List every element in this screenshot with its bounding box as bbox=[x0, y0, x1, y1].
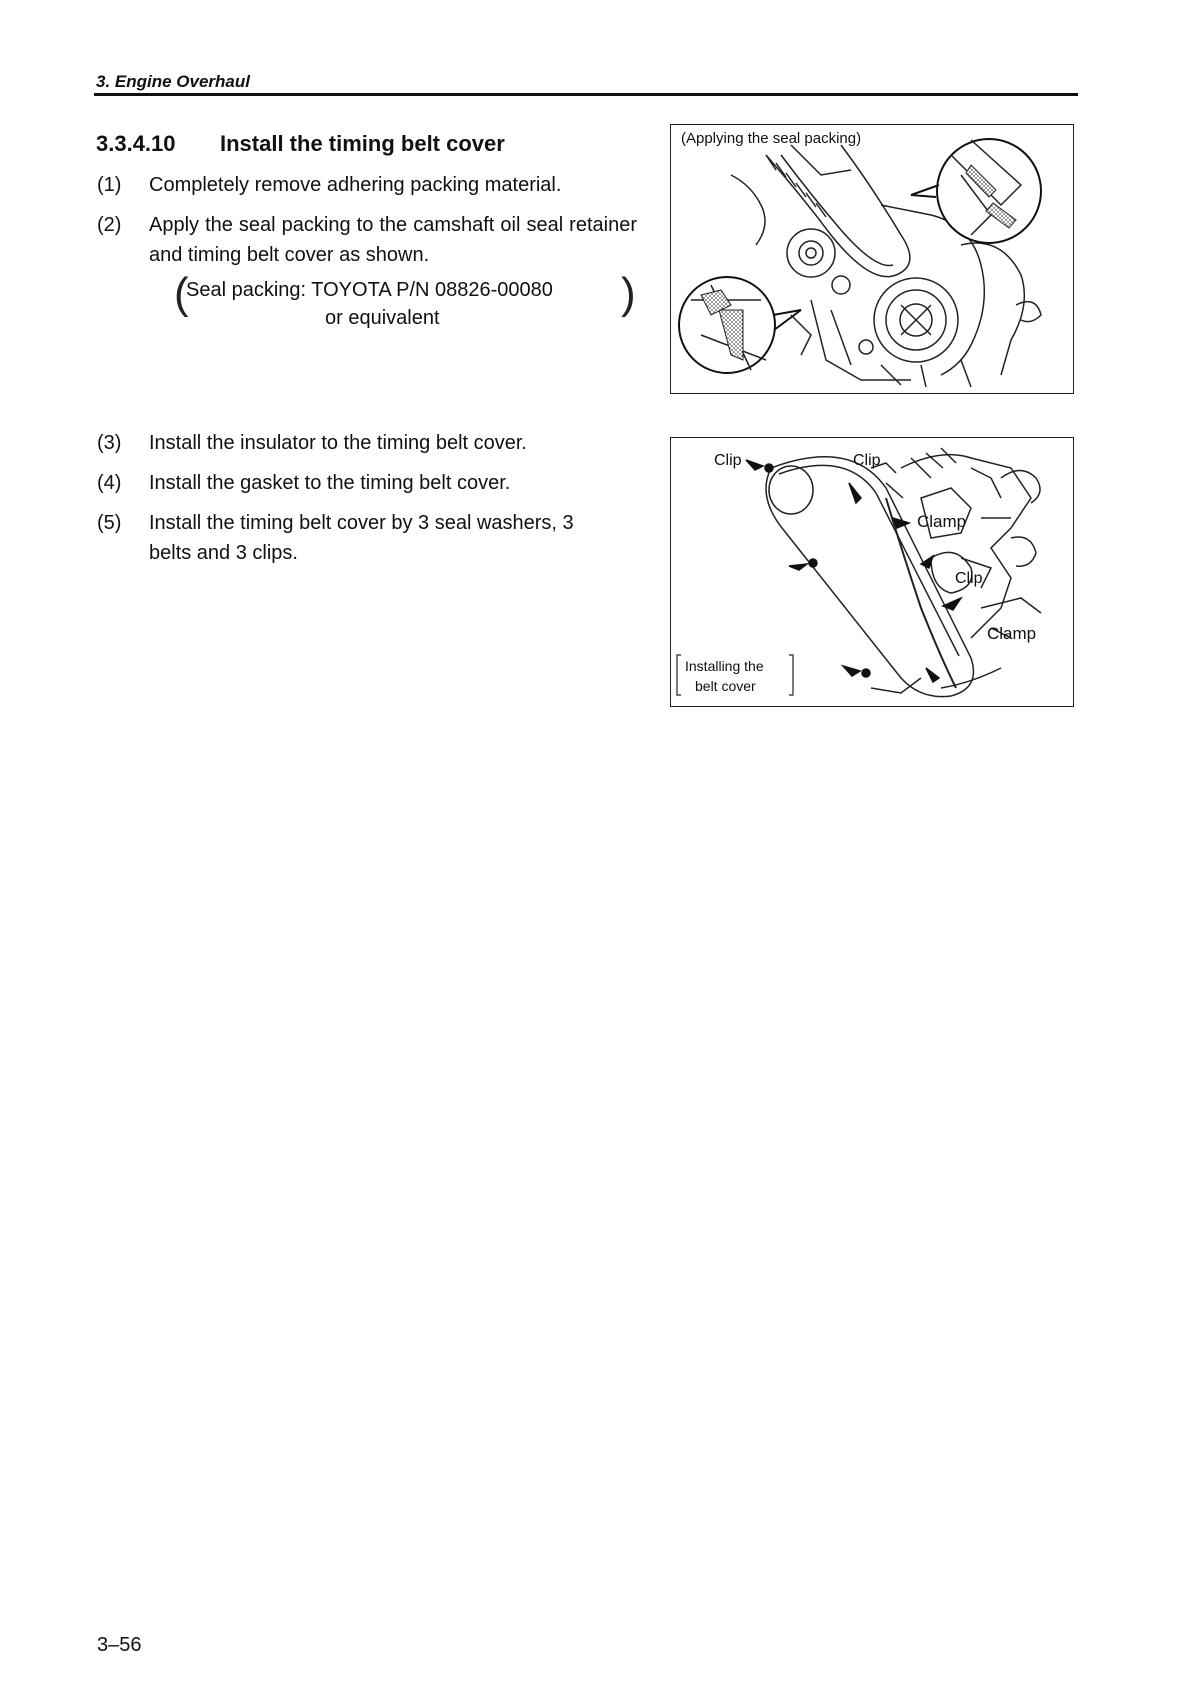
figure-installing-belt-cover bbox=[670, 437, 1074, 707]
label-clamp-upper: Clamp bbox=[917, 512, 967, 531]
spec-bracket-right: ) bbox=[621, 269, 636, 318]
step-text: Install the gasket to the timing belt cover. bbox=[149, 472, 511, 494]
figure-seal-packing bbox=[670, 124, 1074, 394]
step-text: Completely remove adhering packing material. bbox=[149, 174, 562, 196]
header-title: 3. Engine Overhaul bbox=[96, 72, 250, 91]
spec-line-1: Seal packing: TOYOTA P/N 08826-00080 bbox=[186, 279, 553, 301]
label-clip-left: Clip bbox=[714, 452, 742, 469]
step-number: (5) bbox=[97, 512, 122, 534]
step-number: (3) bbox=[97, 432, 122, 454]
step-text: Install the insulator to the timing belt cover. bbox=[149, 432, 527, 454]
step-3 bbox=[97, 428, 637, 458]
step-text: Install the timing belt cover by 3 seal washers, 3 belts and 3 clips. bbox=[149, 512, 574, 564]
step-number: (4) bbox=[97, 472, 122, 494]
header-rule bbox=[94, 93, 1078, 96]
seal-packing-illustration bbox=[671, 125, 1073, 393]
caption-line-1: Installing the bbox=[685, 658, 764, 674]
spec-bracket-left: ( bbox=[174, 269, 189, 318]
step-text: Apply the seal packing to the camshaft oil seal retainer and timing belt cover as shown. bbox=[149, 214, 637, 266]
label-clip-top: Clip bbox=[853, 452, 881, 469]
caption-line-2: belt cover bbox=[695, 678, 756, 694]
step-2 bbox=[97, 210, 637, 270]
step-number: (2) bbox=[97, 214, 122, 236]
page-number: 3–56 bbox=[97, 1634, 142, 1656]
section-number: 3.3.4.10 bbox=[96, 131, 176, 156]
figure-caption: (Applying the seal packing) bbox=[681, 130, 862, 147]
step-1 bbox=[97, 170, 637, 200]
step-4 bbox=[97, 468, 637, 498]
step-number: (1) bbox=[97, 174, 122, 196]
section-heading bbox=[96, 131, 505, 157]
label-clip-mid: Clip bbox=[955, 570, 983, 587]
label-clamp-lower: Clamp bbox=[987, 624, 1037, 643]
step-5 bbox=[97, 508, 617, 568]
spec-line-2: or equivalent bbox=[325, 307, 440, 329]
section-title: Install the timing belt cover bbox=[220, 131, 505, 156]
